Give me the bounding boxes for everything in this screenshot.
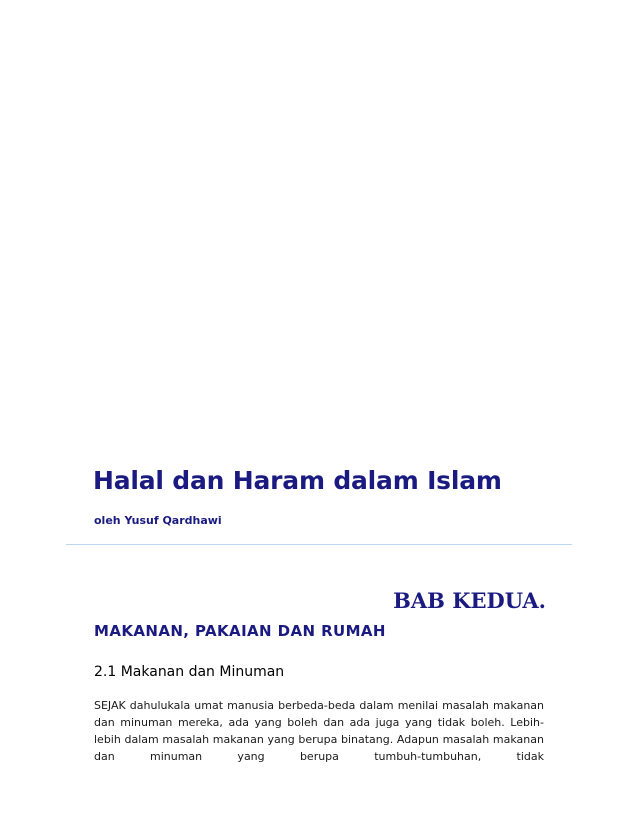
chapter-heading: BAB KEDUA. <box>393 588 546 613</box>
chapter-subtitle: MAKANAN, PAKAIAN DAN RUMAH <box>94 622 386 640</box>
section-heading: 2.1 Makanan dan Minuman <box>94 664 285 680</box>
header-divider <box>66 544 572 545</box>
document-title: Halal dan Haram dalam Islam <box>93 466 502 495</box>
document-author: oleh Yusuf Qardhawi <box>94 514 222 527</box>
section-body-text: SEJAK dahulukala umat manusia berbeda-beda dalam menilai masalah makanan dan minuman mereka, ada yang boleh dan ada juga yang tidak boleh. Lebih-lebih dalam masalah makanan yang berupa binatang. Adapun masalah makanan dan minuman yang berupa tumbuh-tumbuhan, tidak <box>94 699 544 763</box>
